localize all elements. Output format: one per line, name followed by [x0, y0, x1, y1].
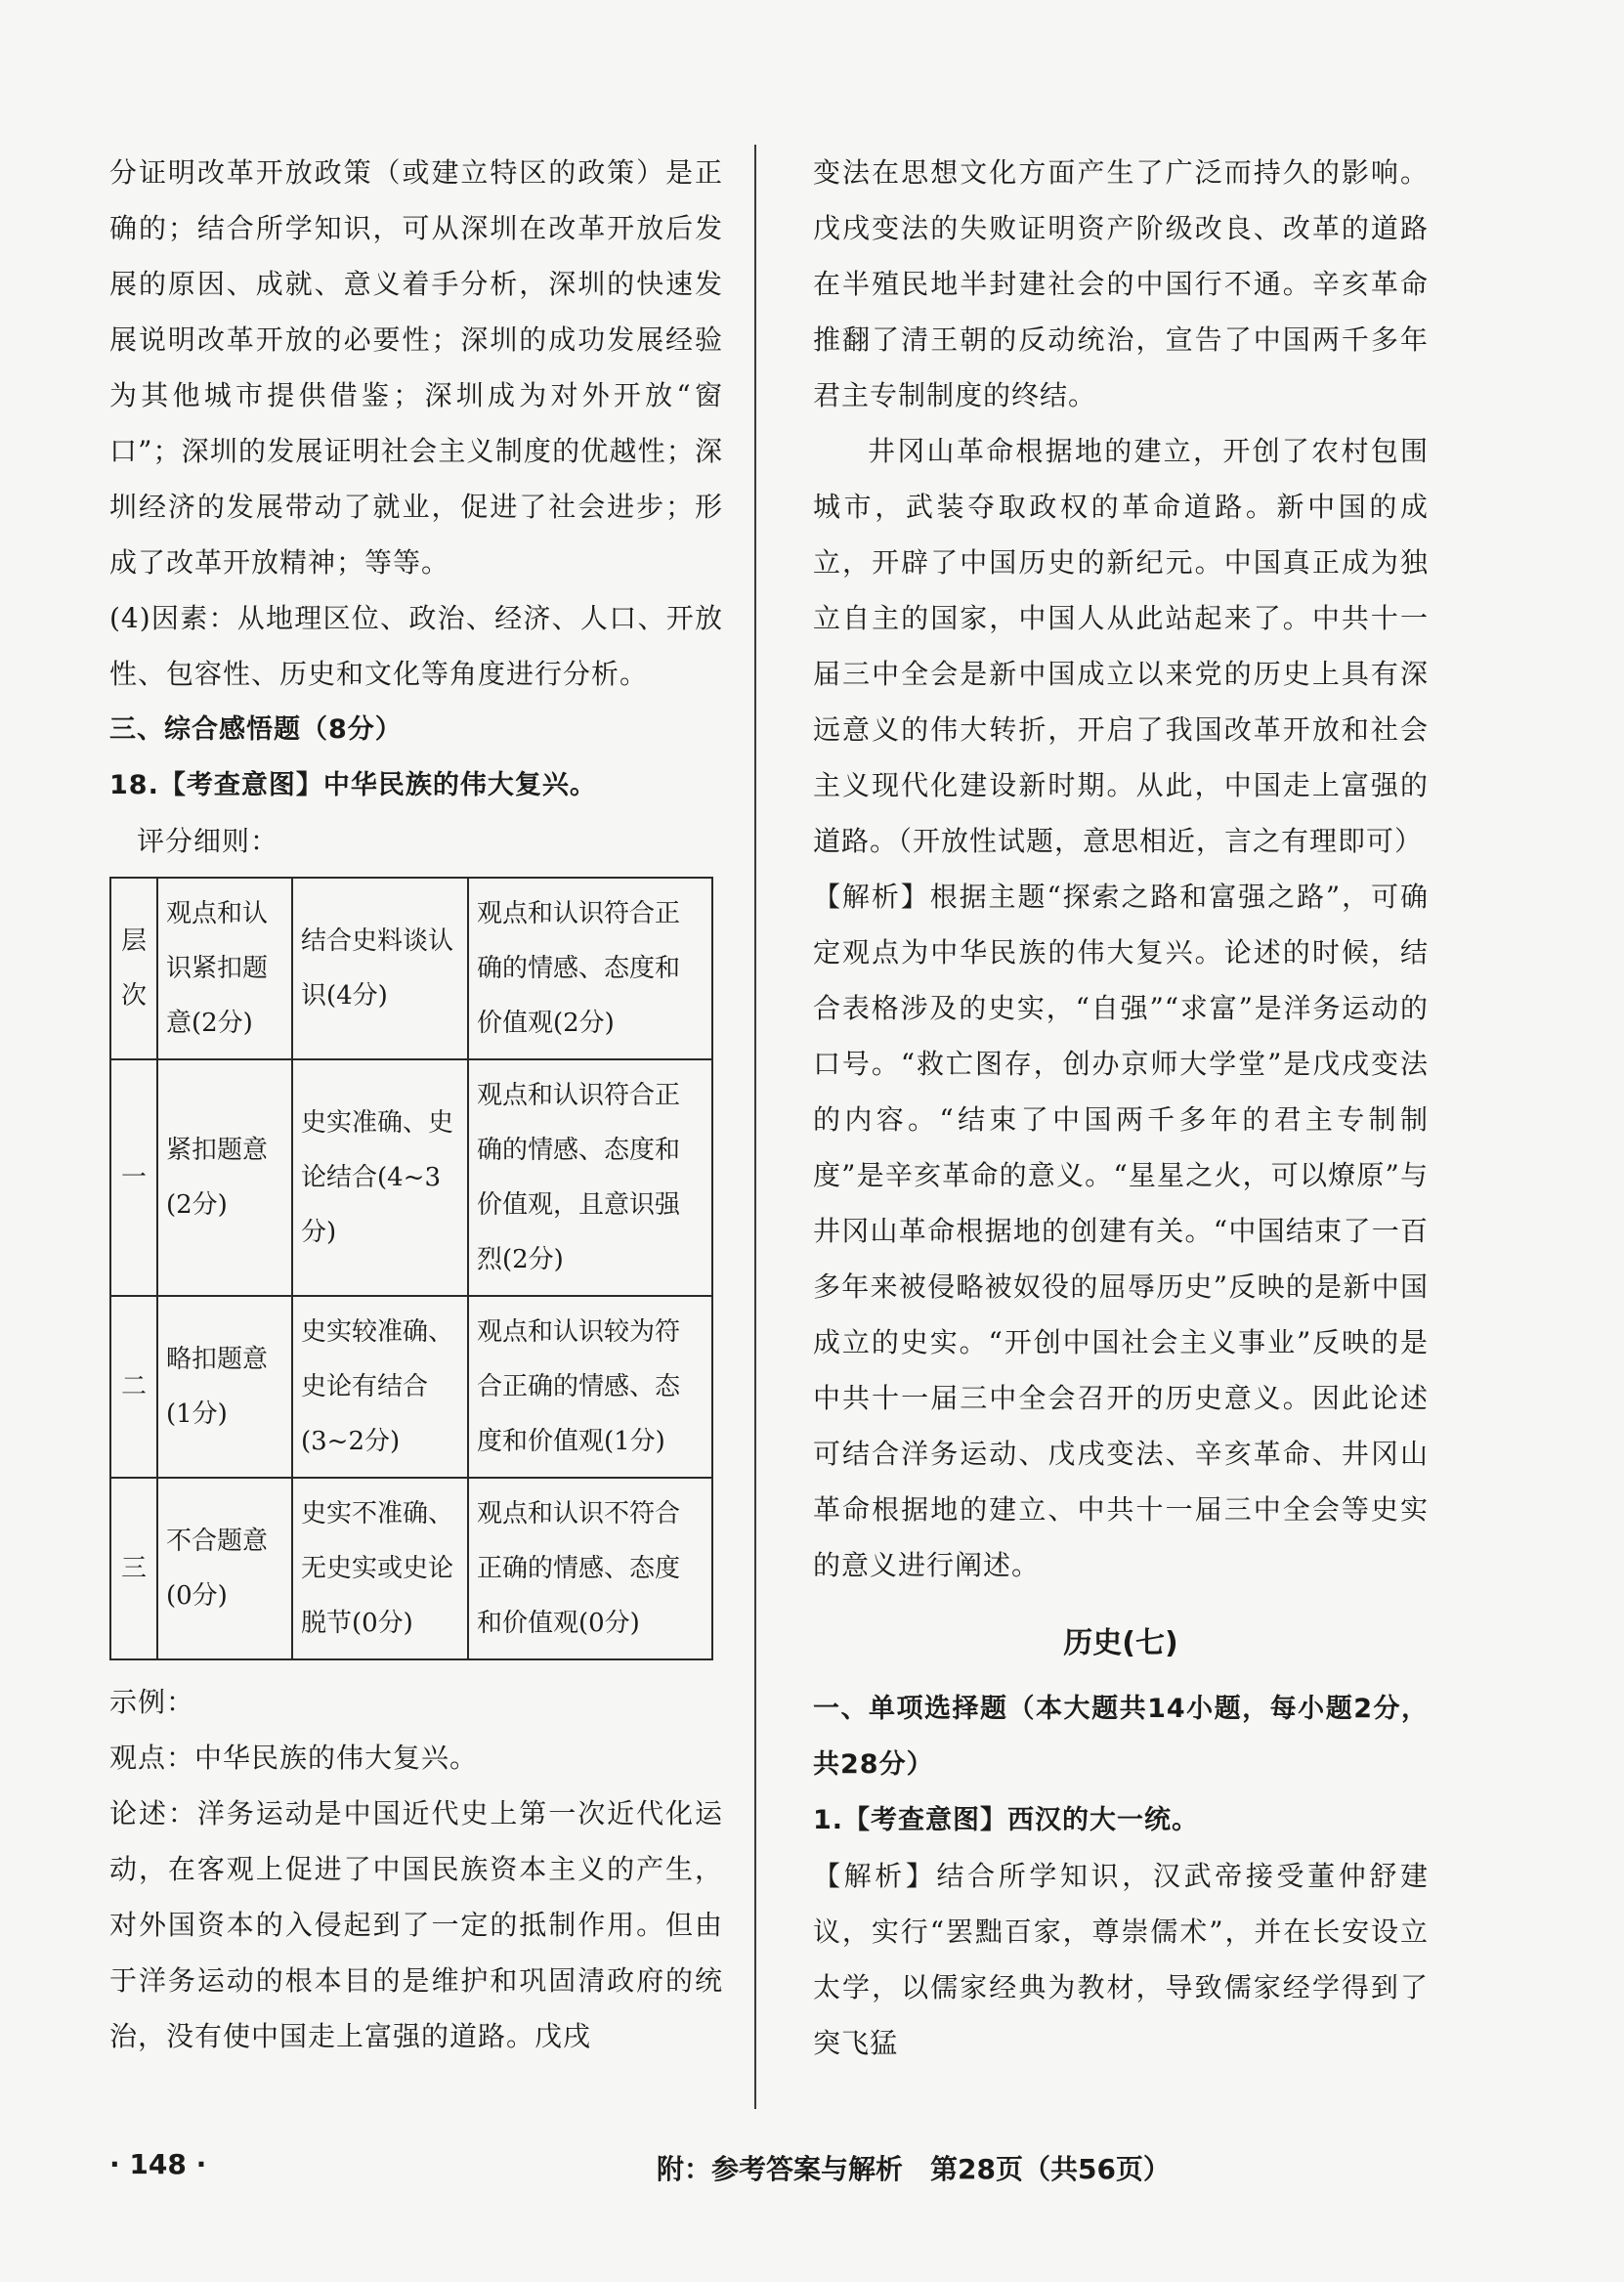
question-heading: 1.【考查意图】西汉的大一统。 [813, 1805, 1200, 1835]
table-row [110, 1296, 712, 1478]
table-cell: 不合题意(0分) [157, 1478, 292, 1659]
paragraph: 变法在思想文化方面产生了广泛而持久的影响。戊戌变法的失败证明资产阶级改良、改革的道路在半殖民地半封建社会的中国行不通。辛亥革命推翻了清王朝的反动统治，宣告了中国两千多年君主专制制度的终结。 [813, 156, 1429, 411]
footer-text: 附：参考答案与解析 第28页（共56页） [657, 2153, 1171, 2185]
right-column [813, 145, 1429, 2071]
table-cell: 三 [110, 1478, 157, 1659]
part-heading: 一、单项选择题（本大题共14小题，每小题2分，共28分） [813, 1694, 1429, 1780]
column-divider [754, 145, 756, 2109]
table-header-row [110, 878, 712, 1059]
argument-text: 论述：洋务运动是中国近代史上第一次近代化运动，在客观上促进了中国民族资本主义的产生，对外国资本的入侵起到了一定的抵制作用。但由于洋务运动的根本目的是维护和巩固清政府的统治，没有使中国走上富强的道路。戊戌 [109, 1797, 723, 2052]
table-cell: 史实准确、史论结合(4~3分) [292, 1059, 468, 1296]
table-cell: 一 [110, 1059, 157, 1296]
table-cell: 观点和认识紧扣题意(2分) [157, 878, 292, 1059]
section-title: 历史(七) [1063, 1626, 1178, 1660]
viewpoint-text: 观点：中华民族的伟大复兴。 [109, 1742, 479, 1774]
section-heading: 三、综合感悟题（8分） [109, 714, 403, 745]
rubric-label: 评分细则： [137, 825, 279, 857]
table-cell: 史实不准确、无史实或史论脱节(0分) [292, 1478, 468, 1659]
example-label: 示例： [109, 1686, 195, 1718]
table-cell: 观点和认识较为符合正确的情感、态度和价值观(1分) [468, 1296, 712, 1478]
table-cell: 观点和认识符合正确的情感、态度和价值观(2分) [468, 878, 712, 1059]
table-cell: 层次 [110, 878, 157, 1059]
table-cell: 观点和认识不符合正确的情感、态度和价值观(0分) [468, 1478, 712, 1659]
analysis-paragraph: 【解析】结合所学知识，汉武帝接受董仲舒建议，实行“罢黜百家，尊崇儒术”，并在长安设立太学，以儒家经典为教材，导致儒家经学得到了突飞猛 [813, 1860, 1429, 2059]
table-cell: 略扣题意(1分) [157, 1296, 292, 1478]
paragraph: 分证明改革开放政策（或建立特区的政策）是正确的；结合所学知识，可从深圳在改革开放后发展的原因、成就、意义着手分析，深圳的快速发展说明改革开放的必要性；深圳的成功发展经验为其他城市提供借鉴；深圳成为对外开放“窗口”；深圳的发展证明社会主义制度的优越性；深圳经济的发展带动了就业，促进了社会进步；形成了改革开放精神；等等。 [109, 156, 723, 579]
rubric-table [109, 877, 713, 1660]
analysis-paragraph: 【解析】根据主题“探索之路和富强之路”，可确定观点为中华民族的伟大复兴。论述的时候，结合表格涉及的史实，“自强”“求富”是洋务运动的口号。“救亡图存，创办京师大学堂”是戊戌变法的内容。“结束了中国两千多年的君主专制制度”是辛亥革命的意义。“星星之火，可以燎原”与井冈山革命根据地的创建有关。“中国结束了一百多年来被侵略被奴役的屈辱历史”反映的是新中国成立的史实。“开创中国社会主义事业”反映的是中共十一届三中全会召开的历史意义。因此论述可结合洋务运动、戊戌变法、辛亥革命、井冈山革命根据地的建立、中共十一届三中全会等史实的意义进行阐述。 [813, 881, 1429, 1581]
table-cell: 结合史料谈认识(4分) [292, 878, 468, 1059]
table-row [110, 1478, 712, 1659]
table-cell: 紧扣题意(2分) [157, 1059, 292, 1296]
left-column [109, 145, 723, 2064]
table-cell: 观点和认识符合正确的情感、态度和价值观，且意识强烈(2分) [468, 1059, 712, 1296]
paragraph: (4)因素：从地理区位、政治、经济、人口、开放性、包容性、历史和文化等角度进行分析。 [109, 602, 723, 690]
paragraph: 井冈山革命根据地的建立，开创了农村包围城市，武装夺取政权的革命道路。新中国的成立，开辟了中国历史的新纪元。中国真正成为独立自主的国家，中国人从此站起来了。中共十一届三中全会是新中国成立以来党的历史上具有深远意义的伟大转折，开启了我国改革开放和社会主义现代化建设新时期。从此，中国走上富强的道路。（开放性试题，意思相近，言之有理即可） [813, 435, 1429, 857]
page-number: · 148 · [109, 2148, 207, 2180]
table-cell: 二 [110, 1296, 157, 1478]
table-cell: 史实较准确、史论有结合(3~2分) [292, 1296, 468, 1478]
question-heading: 18.【考查意图】中华民族的伟大复兴。 [109, 770, 597, 800]
table-row [110, 1059, 712, 1296]
